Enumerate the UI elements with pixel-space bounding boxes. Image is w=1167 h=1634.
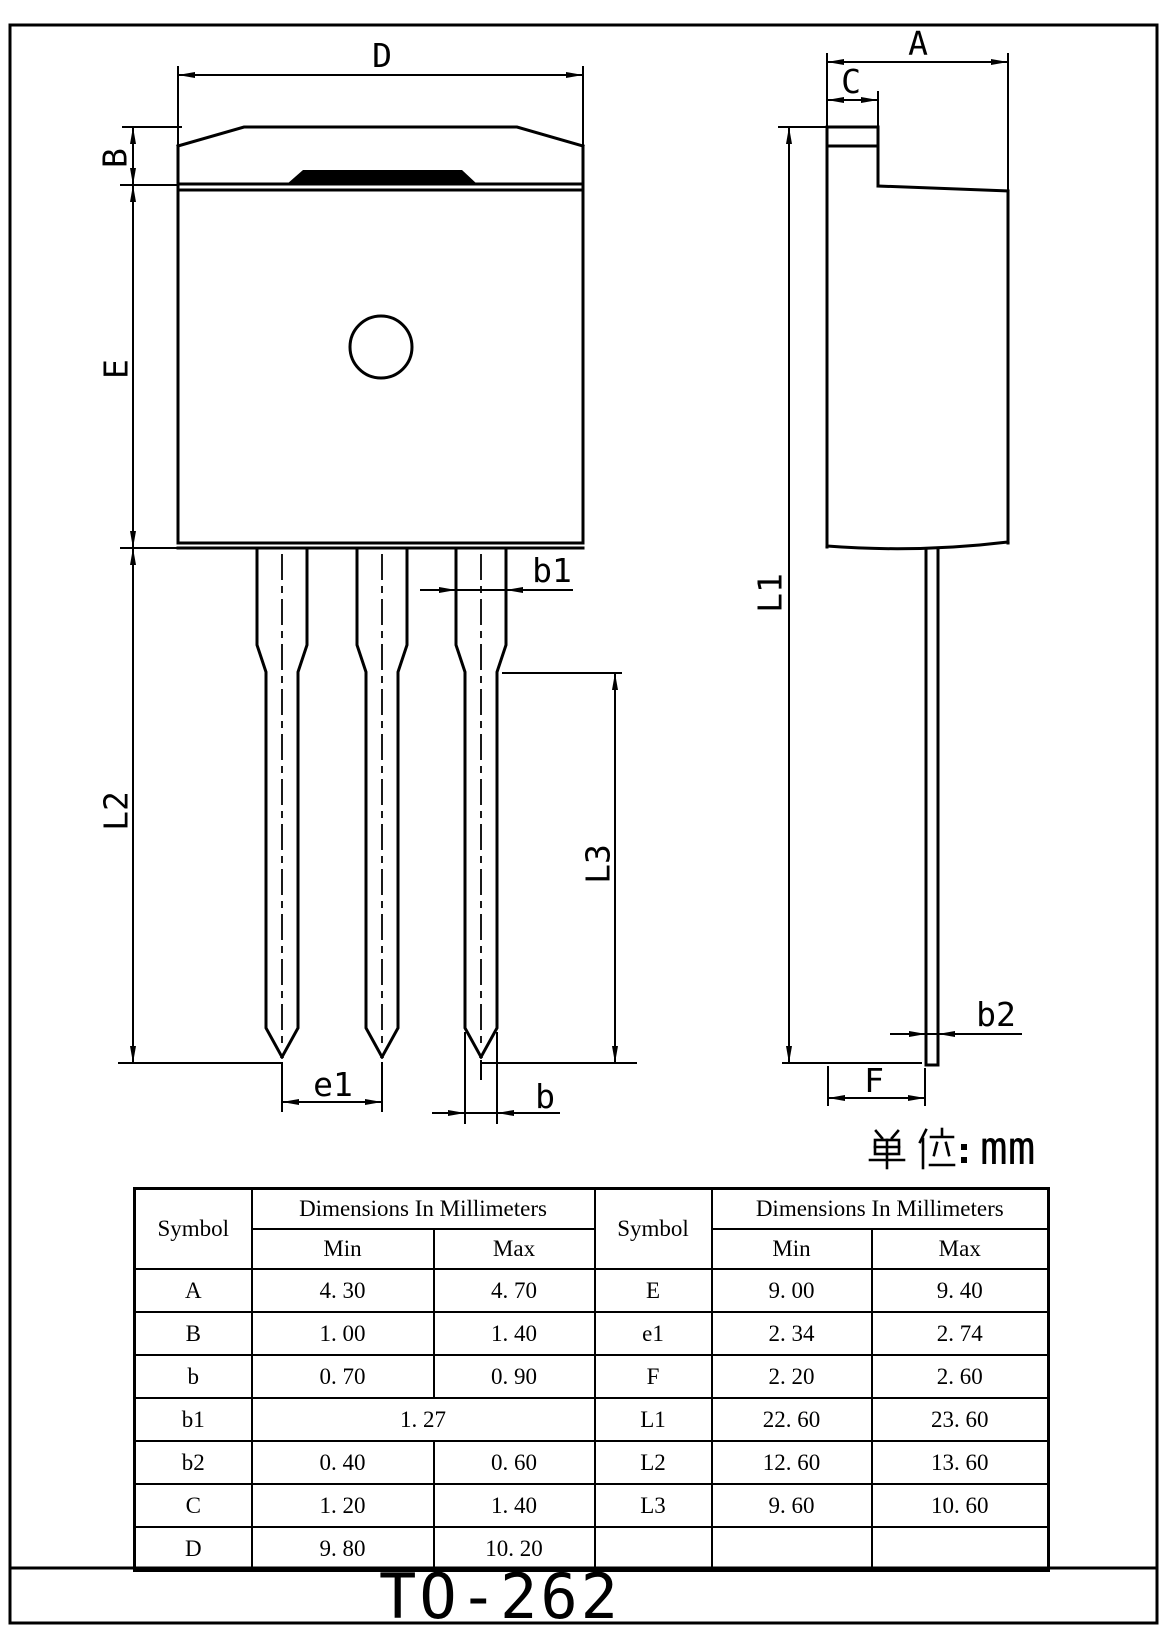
front-view-dimensions	[118, 66, 637, 1124]
dimension-labels	[96, 24, 1016, 1116]
lead-3	[456, 548, 506, 1080]
table-cell: 9. 60	[712, 1484, 872, 1527]
table-cell: 10. 60	[872, 1484, 1049, 1527]
table-header-row	[135, 1189, 1049, 1230]
header-min-left: Min	[252, 1229, 434, 1269]
header-dims-left: Dimensions In Millimeters	[252, 1189, 595, 1230]
table-cell: 9. 40	[872, 1269, 1049, 1312]
dim-label-F: F	[864, 1061, 884, 1100]
table-cell: L3	[595, 1484, 712, 1527]
header-dims-right: Dimensions In Millimeters	[712, 1189, 1049, 1230]
dim-label-B: B	[95, 148, 135, 168]
lead-2	[357, 548, 407, 1057]
table-cell: L1	[595, 1398, 712, 1441]
table-cell	[595, 1527, 712, 1571]
unit-mm-text: mm	[980, 1121, 1036, 1175]
table-cell: F	[595, 1355, 712, 1398]
table-subheader-row	[135, 1229, 1049, 1269]
table-cell: 4. 70	[434, 1269, 595, 1312]
dim-label-b: b	[535, 1077, 555, 1116]
dimensions-table	[133, 1187, 1050, 1572]
dim-label-b2: b2	[976, 995, 1016, 1034]
tab-marking	[287, 170, 477, 184]
package-title: TO-262	[379, 1560, 621, 1633]
table-cell-merged: 1. 27	[252, 1398, 595, 1441]
dim-label-b1: b1	[532, 551, 572, 590]
side-lead	[926, 549, 938, 1065]
table-cell: L2	[595, 1441, 712, 1484]
table-cell: 2. 60	[872, 1355, 1049, 1398]
table-cell: 2. 34	[712, 1312, 872, 1355]
table-cell: 0. 70	[252, 1355, 434, 1398]
table-cell: 12. 60	[712, 1441, 872, 1484]
table-cell: 0. 40	[252, 1441, 434, 1484]
header-symbol-left: Symbol	[135, 1189, 252, 1270]
header-max-right: Max	[872, 1229, 1049, 1269]
table-cell: 0. 90	[434, 1355, 595, 1398]
table-cell: 1. 40	[434, 1312, 595, 1355]
unit-chinese-glyphs	[870, 1129, 967, 1168]
dim-label-A: A	[908, 24, 928, 63]
dim-label-L3: L3	[578, 844, 618, 884]
table-row	[135, 1312, 1049, 1355]
table-row	[135, 1355, 1049, 1398]
table-cell: b2	[135, 1441, 252, 1484]
table-cell: b	[135, 1355, 252, 1398]
table-cell: 4. 30	[252, 1269, 434, 1312]
dim-label-C: C	[841, 62, 861, 101]
table-cell: B	[135, 1312, 252, 1355]
table-row	[135, 1269, 1049, 1312]
table-cell: 23. 60	[872, 1398, 1049, 1441]
table-cell: 1. 40	[434, 1484, 595, 1527]
table-cell: A	[135, 1269, 252, 1312]
front-view	[178, 127, 583, 1080]
dim-label-L1: L1	[750, 573, 790, 613]
table-cell: 2. 20	[712, 1355, 872, 1398]
table-row	[135, 1527, 1049, 1571]
table-cell: 10. 20	[434, 1527, 595, 1571]
table-cell: 2. 74	[872, 1312, 1049, 1355]
header-symbol-right: Symbol	[595, 1189, 712, 1270]
header-min-right: Min	[712, 1229, 872, 1269]
table-cell: 1. 20	[252, 1484, 434, 1527]
table-cell: C	[135, 1484, 252, 1527]
table-cell	[872, 1527, 1049, 1571]
table-cell: b1	[135, 1398, 252, 1441]
side-view	[827, 127, 1008, 1065]
table-cell: 0. 60	[434, 1441, 595, 1484]
lead-1	[257, 548, 307, 1057]
table-row	[135, 1441, 1049, 1484]
table-cell	[712, 1527, 872, 1571]
table-cell: D	[135, 1527, 252, 1571]
table-cell: 9. 00	[712, 1269, 872, 1312]
table-cell: 1. 00	[252, 1312, 434, 1355]
table-cell: E	[595, 1269, 712, 1312]
dim-label-e1: e1	[313, 1065, 353, 1104]
unit-colon	[961, 1157, 967, 1163]
table-cell: 22. 60	[712, 1398, 872, 1441]
table-cell: 9. 80	[252, 1527, 434, 1571]
unit-colon	[961, 1144, 967, 1150]
table-row	[135, 1484, 1049, 1527]
dim-label-L2: L2	[96, 791, 136, 831]
unit-note	[870, 1121, 1035, 1175]
dim-label-D: D	[372, 36, 392, 75]
mounting-hole	[350, 316, 412, 378]
table-cell: 13. 60	[872, 1441, 1049, 1484]
table-row	[135, 1398, 1049, 1441]
header-max-left: Max	[434, 1229, 595, 1269]
dim-label-E: E	[96, 359, 136, 379]
side-view-dimensions	[778, 53, 1022, 1106]
table-cell: e1	[595, 1312, 712, 1355]
